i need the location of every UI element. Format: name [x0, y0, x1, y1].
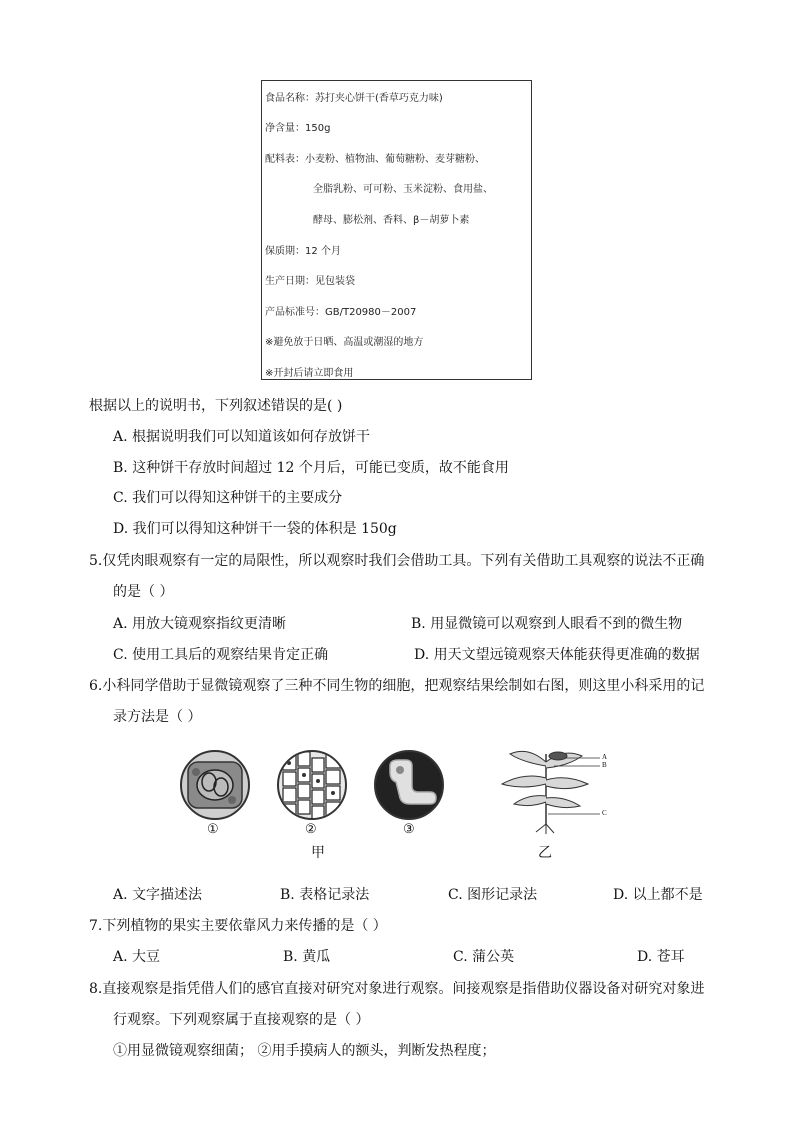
q4-option-d: D. 我们可以得知这种饼干一袋的体积是 150g [113, 521, 397, 537]
cell-diagram-2 [277, 750, 347, 820]
label-standard: 产品标准号：GB/T20980－2007 [265, 307, 417, 318]
q7-option-a: A. 大豆 [113, 949, 161, 965]
label-date: 生产日期：见包装袋 [265, 276, 355, 287]
q4-stem: 根据以上的说明书，下列叙述错误的是( ) [89, 398, 343, 414]
plant-label-a: A [602, 753, 608, 761]
q8-stem-2: 行观察。下列观察属于直接观察的是（ ） [113, 1012, 370, 1028]
label-shelf: 保质期：12 个月 [265, 246, 341, 257]
cell-diagram-3 [374, 750, 444, 820]
q6-stem-2: 录方法是（ ） [113, 709, 202, 725]
q5-option-c: C. 使用工具后的观察结果肯定正确 [113, 647, 329, 663]
figure-label-3: ③ [403, 822, 415, 837]
plant-label-b: B [602, 761, 607, 769]
q6-option-a: A. 文字描述法 [113, 887, 203, 903]
q6-stem-1: 6.小科同学借助于显微镜观察了三种不同生物的细胞，把观察结果绘制如右图，则这里小科采用的记 [89, 678, 705, 694]
plant-diagram [488, 744, 608, 834]
q5-option-b: B. 用显微镜可以观察到人眼看不到的微生物 [411, 616, 683, 632]
q7-stem: 7.下列植物的果实主要依靠风力来传播的是（ ） [89, 918, 387, 934]
label-name: 食品名称：苏打夹心饼干(香草巧克力味) [265, 93, 443, 104]
q6-option-b: B. 表格记录法 [280, 887, 370, 903]
label-net: 净含量：150g [265, 123, 331, 134]
q4-option-c: C. 我们可以得知这种饼干的主要成分 [113, 490, 343, 506]
label-note-1: ※避免放于日晒、高温或潮湿的地方 [265, 337, 424, 348]
figure-caption-jia: 甲 [311, 845, 325, 861]
q8-stem-1: 8.直接观察是指凭借人们的感官直接对研究对象进行观察。间接观察是指借助仪器设备对研究对象进 [89, 981, 705, 997]
figure-label-1: ① [207, 822, 219, 837]
q5-option-d: D. 用天文望远镜观察天体能获得更准确的数据 [414, 647, 700, 663]
label-ingredients-1: 配料表：小麦粉、植物油、葡萄糖粉、麦芽糖粉、 [265, 154, 485, 165]
figure-label-2: ② [305, 822, 317, 837]
q4-option-b: B. 这种饼干存放时间超过 12 个月后，可能已变质，故不能食用 [113, 460, 509, 476]
q7-option-b: B. 黄瓜 [283, 949, 331, 965]
figure-caption-yi: 乙 [538, 845, 552, 861]
q6-option-c: C. 图形记录法 [448, 887, 538, 903]
label-note-2: ※开封后请立即食用 [265, 368, 354, 379]
plant-label-c: C [602, 809, 607, 817]
q5-stem-2: 的是（ ） [113, 584, 174, 600]
q5-option-a: A. 用放大镜观察指纹更清晰 [113, 616, 287, 632]
q8-items: ①用显微镜观察细菌； ②用手摸病人的额头，判断发热程度； [113, 1043, 496, 1059]
cell-diagram-1 [180, 750, 250, 820]
q7-option-d: D. 苍耳 [637, 949, 685, 965]
label-ingredients-3: 酵母、膨松剂、香料、β－胡萝卜素 [313, 215, 470, 226]
label-ingredients-2: 全脂乳粉、可可粉、玉米淀粉、食用盐、 [313, 184, 493, 195]
q6-option-d: D. 以上都不是 [613, 887, 703, 903]
q4-option-a: A. 根据说明我们可以知道该如何存放饼干 [113, 429, 371, 445]
q7-option-c: C. 蒲公英 [453, 949, 515, 965]
q5-stem-1: 5.仅凭肉眼观察有一定的局限性，所以观察时我们会借助工具。下列有关借助工具观察的说法不正确 [89, 553, 705, 569]
food-label-box [261, 80, 532, 380]
